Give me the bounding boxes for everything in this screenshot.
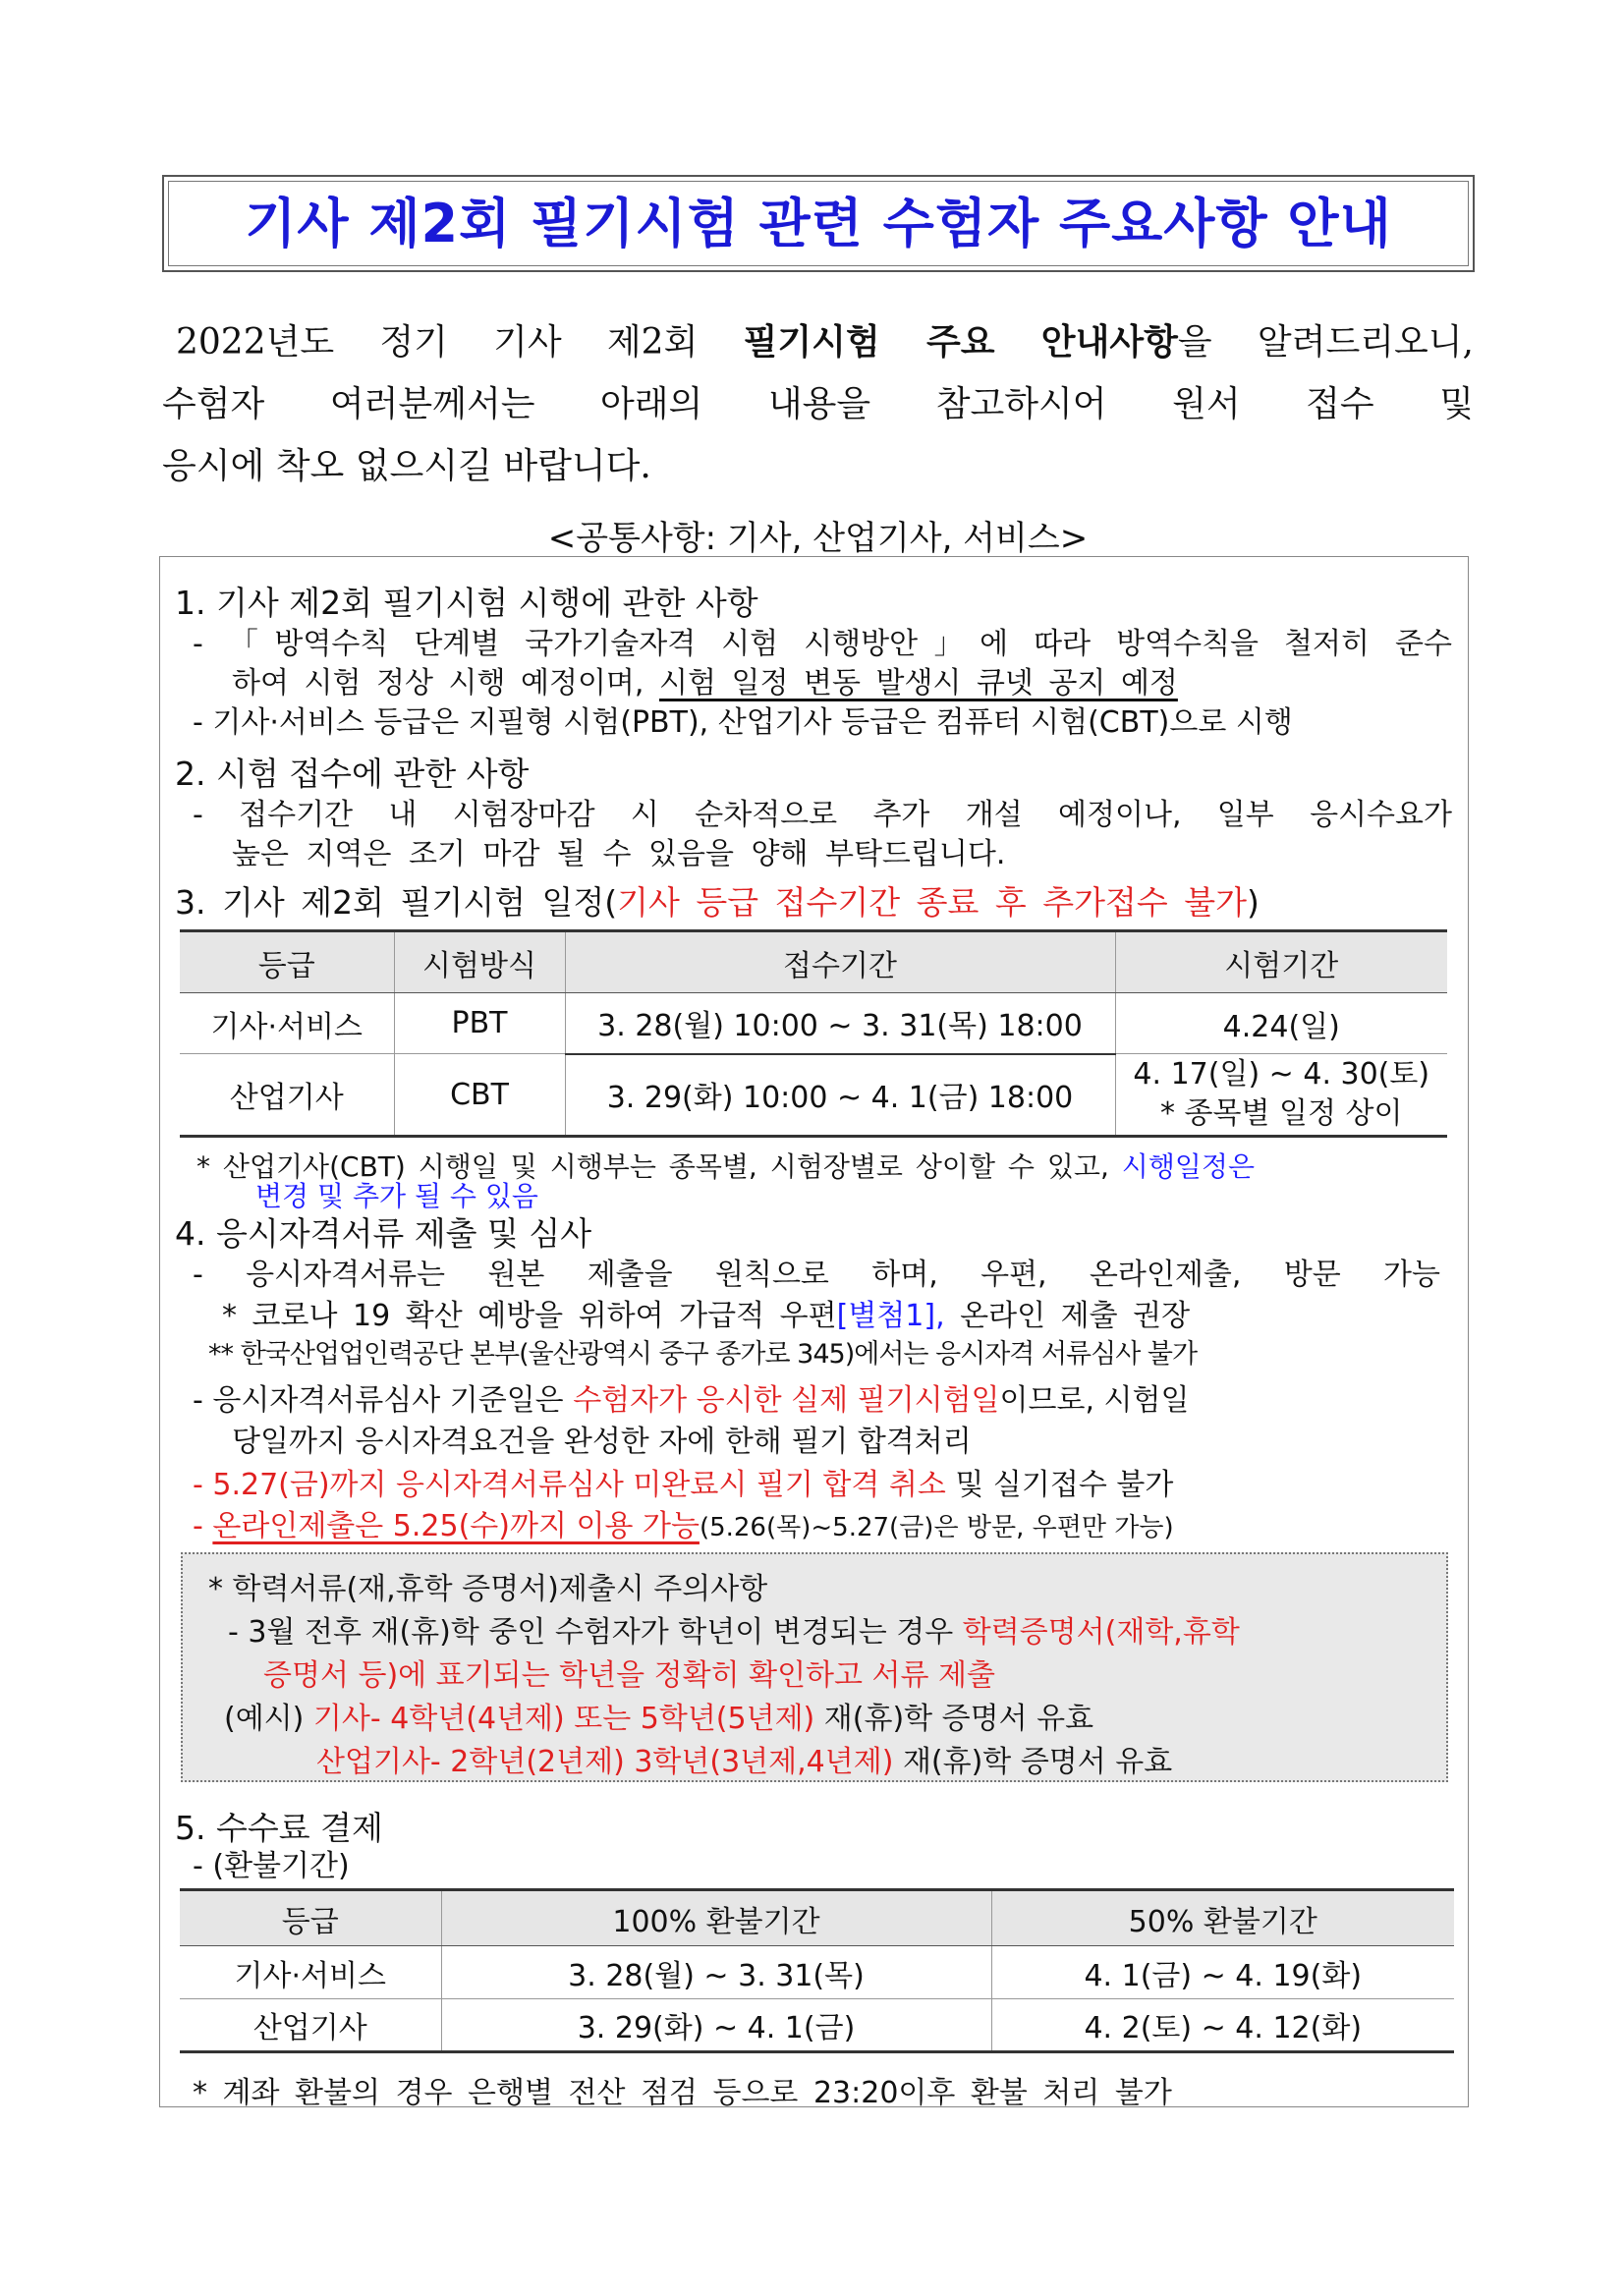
s2-bullet-1-cont: 높은 지역은 조기 마감 될 수 있음을 양해 부탁드립니다. xyxy=(232,837,1006,871)
s3-note-cont: 변경 및 추가 될 수 있음 xyxy=(255,1180,538,1212)
refund-period-label: - (환불기간) xyxy=(193,1849,350,1883)
intro-line-1: 2022년도 정기 기사 제2회 필기시험 주요 안내사항을 알려드리오니, xyxy=(176,322,1475,363)
schedule-header-grade: 등급 xyxy=(180,931,394,993)
s4-bullet-1-note: * 코로나 19 확산 예방을 위하여 가급적 우편[별첨1], 온라인 제출 권장 xyxy=(222,1299,1191,1333)
section-2-heading: 2. 시험 접수에 관한 사항 xyxy=(175,755,530,793)
intro-line-3: 응시에 착오 없으시길 바랍니다. xyxy=(162,446,651,486)
table-row: 기사·서비스 PBT 3. 28(월) 10:00 ~ 3. 31(목) 18:00 4.24(일) xyxy=(180,993,1447,1054)
s4-bullet-1-note-2: ** 한국산업업인력공단 본부(울산광역시 중구 종가로 345)에서는 응시자격 서류심사 불가 xyxy=(208,1339,1198,1370)
schedule-change-notice: 시험 일정 변동 발생시 큐넷 공지 예정 xyxy=(658,666,1178,700)
table-row: 산업기사 3. 29(화) ~ 4. 1(금) 4. 2(토) ~ 4. 12(화) xyxy=(180,1999,1454,2052)
s4-bullet-1: - 응시자격서류는 원본 제출을 원칙으로 하며, 우편, 온라인제출, 방문 가능 xyxy=(193,1258,1440,1292)
attachment-1-ref: [별첨1], xyxy=(836,1299,945,1333)
intro-emphasis: 필기시험 주요 안내사항 xyxy=(743,322,1178,363)
refund-table xyxy=(180,1888,1454,2053)
s1-bullet-2: - 기사·서비스 등급은 지필형 시험(PBT), 산업기사 등급은 컴퓨터 시험(CBT)으로 시행 xyxy=(193,705,1293,740)
s1-bullet-1-cont: 하여 시험 정상 시행 예정이며, 시험 일정 변동 발생시 큐넷 공지 예정 xyxy=(232,666,1178,700)
notice-line-1: - 3월 전후 재(휴)학 중인 수험자가 학년이 변경되는 경우 학력증명서(재학,휴학 xyxy=(228,1615,1240,1650)
common-heading: <공통사항: 기사, 산업기사, 서비스> xyxy=(547,519,1089,558)
s4-bullet-2-cont: 당일까지 응시자격요건을 완성한 자에 한해 필기 합격처리 xyxy=(232,1425,972,1459)
section-5-heading: 5. 수수료 결제 xyxy=(175,1809,383,1847)
exam-date-criteria: 수험자가 응시한 실제 필기시험일 xyxy=(573,1383,1000,1418)
notice-title: * 학력서류(재,휴학 증명서)제출시 주의사항 xyxy=(208,1572,768,1606)
notice-example-1: (예시) 기사- 4학년(4년제) 또는 5학년(5년제) 재(휴)학 증명서 유효 xyxy=(224,1702,1094,1736)
table-row: 기사·서비스 3. 28(월) ~ 3. 31(목) 4. 1(금) ~ 4. 19(화) xyxy=(180,1946,1454,1999)
section-1-heading: 1. 기사 제2회 필기시험 시행에 관한 사항 xyxy=(175,584,758,622)
schedule-header-method: 시험방식 xyxy=(394,931,565,993)
section-3-heading: 3. 기사 제2회 필기시험 일정(기사 등급 접수기간 종료 후 추가접수 불가) xyxy=(175,883,1260,922)
s1-bullet-1: - 「방역수칙 단계별 국가기술자격 시험 시행방안」에 따라 방역수칙을 철저히 준수 xyxy=(193,627,1452,661)
refund-header-50: 50% 환불기간 xyxy=(991,1890,1454,1946)
refund-header-100: 100% 환불기간 xyxy=(441,1890,991,1946)
page-title: 기사 제2회 필기시험 관련 수험자 주요사항 안내 xyxy=(245,193,1392,254)
notice-line-2: 증명서 등)에 표기되는 학년을 정확히 확인하고 서류 제출 xyxy=(263,1658,995,1693)
no-additional-registration: 기사 등급 접수기간 종료 후 추가접수 불가 xyxy=(617,883,1247,922)
schedule-table xyxy=(180,929,1447,1138)
s4-bullet-2: - 응시자격서류심사 기준일은 수험자가 응시한 실제 필기시험일이므로, 시험일 xyxy=(193,1383,1190,1418)
s4-bullet-4: - 온라인제출은 5.25(수)까지 이용 가능(5.26(목)~5.27(금)은 방문, 우편만 가능) xyxy=(193,1509,1174,1543)
schedule-varies-note: * 종목별 일정 상이 xyxy=(1160,1096,1403,1131)
table-row: 산업기사 CBT 3. 29(화) 10:00 ~ 4. 1(금) 18:00 4. 17(일) ~ 4. 30(토) * 종목별 일정 상이 xyxy=(180,1054,1447,1137)
intro-line-2: 수험자 여러분께서는 아래의 내용을 참고하시어 원서 접수 및 xyxy=(162,384,1474,424)
section-4-heading: 4. 응시자격서류 제출 및 심사 xyxy=(175,1214,592,1253)
schedule-header-registration: 접수기간 xyxy=(565,931,1115,993)
online-submission-deadline: 온라인제출은 5.25(수)까지 이용 가능 xyxy=(212,1509,700,1543)
refund-note: * 계좌 환불의 경우 은행별 전산 점검 등으로 23:20이후 환불 처리 불가 xyxy=(193,2076,1172,2110)
refund-header-grade: 등급 xyxy=(180,1890,441,1946)
s2-bullet-1: - 접수기간 내 시험장마감 시 순차적으로 추가 개설 예정이나, 일부 응시수요가 xyxy=(193,798,1452,832)
schedule-header-exam-period: 시험기간 xyxy=(1115,931,1447,993)
s4-bullet-3: - 5.27(금)까지 응시자격서류심사 미완료시 필기 합격 취소 및 실기접수 불가 xyxy=(193,1468,1174,1502)
pass-cancel-warning: - 5.27(금)까지 응시자격서류심사 미완료시 필기 합격 취소 xyxy=(193,1468,946,1502)
s3-note: * 산업기사(CBT) 시행일 및 시행부는 종목별, 시험장별로 상이할 수 있고, 시행일정은 xyxy=(196,1150,1256,1183)
notice-example-2: 산업기사- 2학년(2년제) 3학년(3년제,4년제) 재(휴)학 증명서 유효 xyxy=(316,1745,1173,1779)
